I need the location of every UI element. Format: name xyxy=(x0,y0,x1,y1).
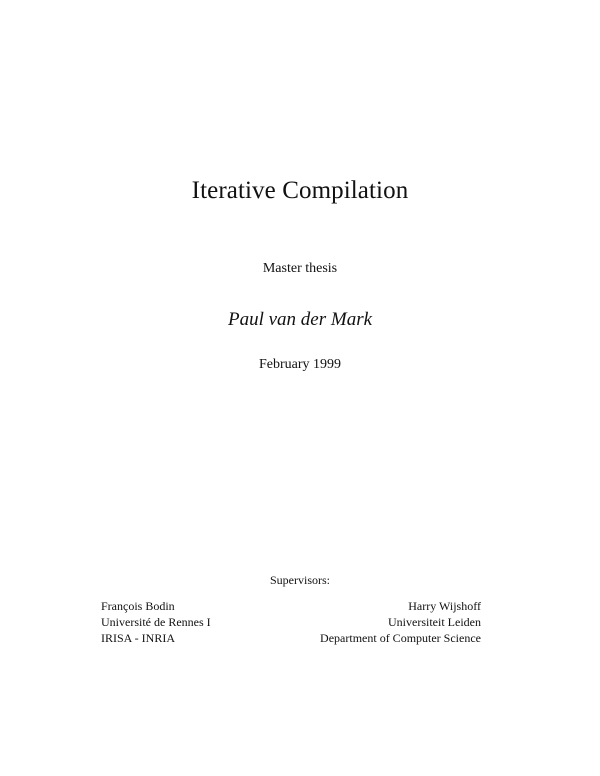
author-name: Paul van der Mark xyxy=(227,309,373,330)
supervisor-right-name: Harry Wijshoff xyxy=(408,599,481,613)
document-subtitle: Master thesis xyxy=(262,261,338,276)
supervisor-right xyxy=(320,598,481,646)
supervisor-left-affiliation: Université de Rennes I xyxy=(101,615,211,629)
document-date: February 1999 xyxy=(258,357,342,372)
supervisors-label: Supervisors: xyxy=(270,573,330,587)
supervisor-left xyxy=(101,598,211,646)
document-title: Iterative Compilation xyxy=(191,177,409,204)
supervisor-right-department: Department of Computer Science xyxy=(320,631,481,645)
supervisor-left-institute: IRISA - INRIA xyxy=(101,631,175,645)
supervisor-left-name: François Bodin xyxy=(101,599,175,613)
supervisor-right-affiliation: Universiteit Leiden xyxy=(388,615,481,629)
